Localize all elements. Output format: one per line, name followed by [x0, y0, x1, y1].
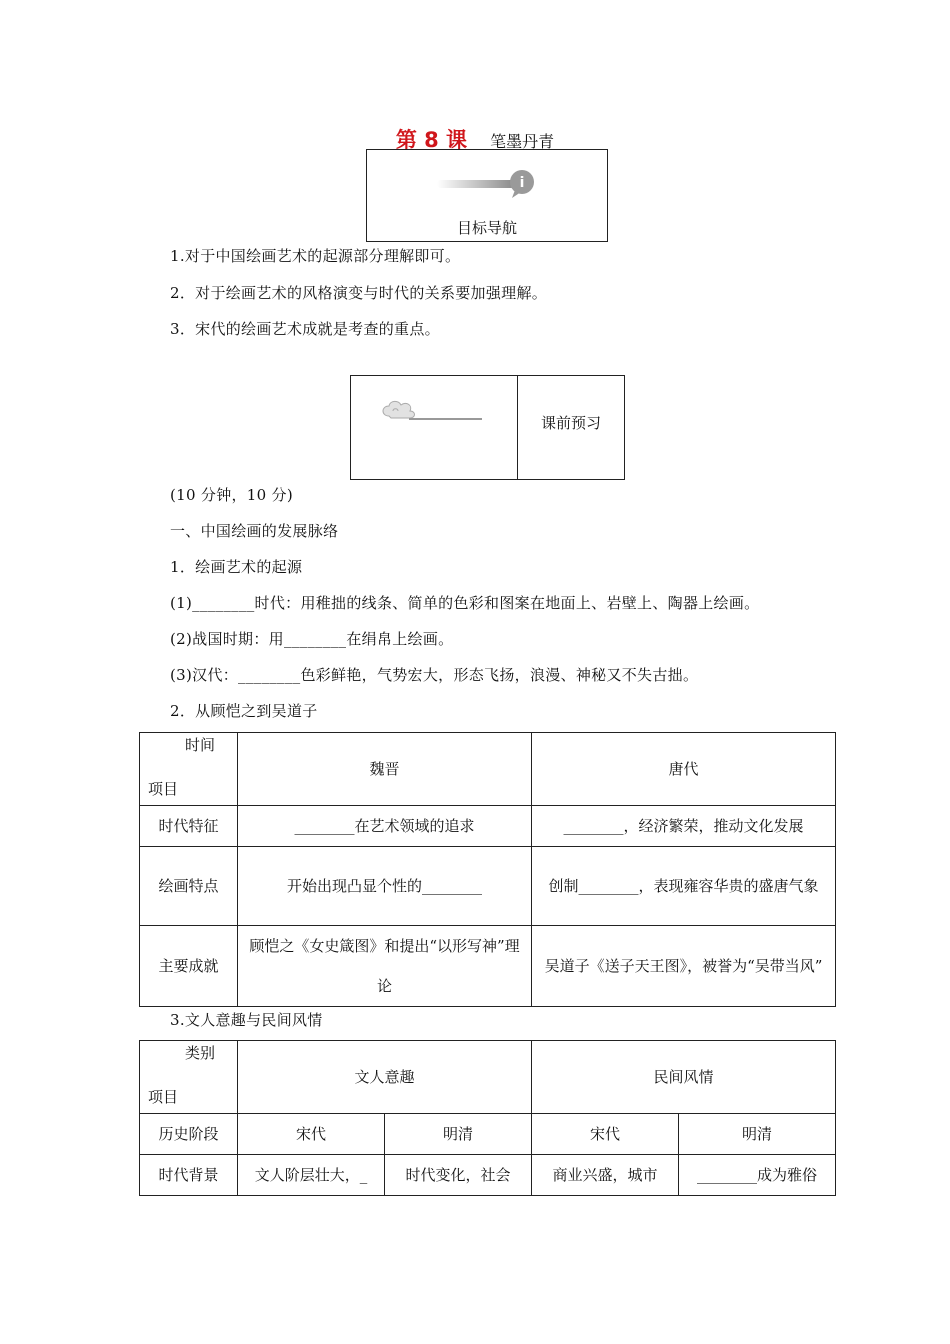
row-header: 历史阶段: [140, 1114, 238, 1155]
table-row: [140, 847, 836, 926]
table-cell: 顾恺之《女史箴图》和提出“以形写神”理论: [238, 926, 532, 1007]
painting-table-2: [139, 1040, 836, 1196]
table-cell: ________，经济繁荣，推动文化发展: [532, 806, 836, 847]
svg-text:i: i: [519, 175, 525, 191]
table-row: [140, 1155, 836, 1196]
corner-bottom-label: 项目: [148, 780, 179, 798]
preview-box: [350, 375, 625, 480]
corner-top-label: 时间: [184, 736, 215, 754]
painting-table-1: [139, 732, 836, 1007]
row-header: 主要成就: [140, 926, 238, 1007]
subsection-heading: 1．绘画艺术的起源: [170, 558, 303, 576]
table-cell: ________在艺术领域的追求: [238, 806, 532, 847]
table-row: [140, 926, 836, 1007]
lesson-number: 第 8 课: [395, 128, 468, 152]
table-corner-cell: [140, 1041, 238, 1114]
fill-blank-item: (3)汉代：________色彩鲜艳，气势宏大，形态飞扬，浪漫、神秘又不失古拙。: [170, 666, 699, 684]
section-heading: 一、中国绘画的发展脉络: [170, 522, 339, 540]
table-row: [140, 806, 836, 847]
time-note: (10 分钟，10 分): [170, 486, 294, 504]
row-header: 绘画特点: [140, 847, 238, 926]
table-corner-cell: [140, 733, 238, 806]
column-header: 唐代: [532, 733, 836, 806]
table-cell: 商业兴盛，城市: [532, 1155, 679, 1196]
goal-item: 1.对于中国绘画艺术的起源部分理解即可。: [170, 247, 461, 265]
corner-top-label: 类别: [184, 1044, 215, 1062]
subsection-heading: 3.文人意趣与民间风情: [170, 1011, 323, 1029]
table-cell: 时代变化，社会: [385, 1155, 532, 1196]
table-cell: 开始出现凸显个性的________: [238, 847, 532, 926]
fill-blank-item: (1)________时代：用稚拙的线条、简单的色彩和图案在地面上、岩壁上、陶器上绘画。: [170, 594, 760, 612]
goal-item: 3．宋代的绘画艺术成就是考查的重点。: [170, 320, 440, 338]
corner-bottom-label: 项目: [148, 1088, 179, 1106]
subsection-heading: 2．从顾恺之到吴道子: [170, 702, 318, 720]
table-row: [140, 1114, 836, 1155]
lesson-title: 笔墨丹青: [490, 132, 555, 151]
column-header: 魏晋: [238, 733, 532, 806]
preview-label: 课前预习: [540, 414, 601, 432]
fill-blank-item: (2)战国时期：用________在绢帛上绘画。: [170, 630, 454, 648]
table-cell: 宋代: [532, 1114, 679, 1155]
row-header: 时代背景: [140, 1155, 238, 1196]
table-cell: ________成为雅俗: [679, 1155, 836, 1196]
table-cell: 明清: [385, 1114, 532, 1155]
table-row: [140, 1041, 836, 1114]
table-cell: 创制________，表现雍容华贵的盛唐气象: [532, 847, 836, 926]
goal-navigation-box: [366, 149, 608, 242]
column-header: 民间风情: [532, 1041, 836, 1114]
cloud-scroll-icon: [379, 398, 489, 428]
table-cell: 文人阶层壮大，_: [238, 1155, 385, 1196]
table-cell: 宋代: [238, 1114, 385, 1155]
goal-navigation-label: 目标导航: [456, 219, 517, 237]
info-bubble-icon: [437, 168, 537, 200]
row-header: 时代特征: [140, 806, 238, 847]
goal-item: 2．对于绘画艺术的风格演变与时代的关系要加强理解。: [170, 284, 548, 302]
table-row: [140, 733, 836, 806]
column-header: 文人意趣: [238, 1041, 532, 1114]
table-cell: 吴道子《送子天王图》，被誉为“吴带当风”: [532, 926, 836, 1007]
table-cell: 明清: [679, 1114, 836, 1155]
